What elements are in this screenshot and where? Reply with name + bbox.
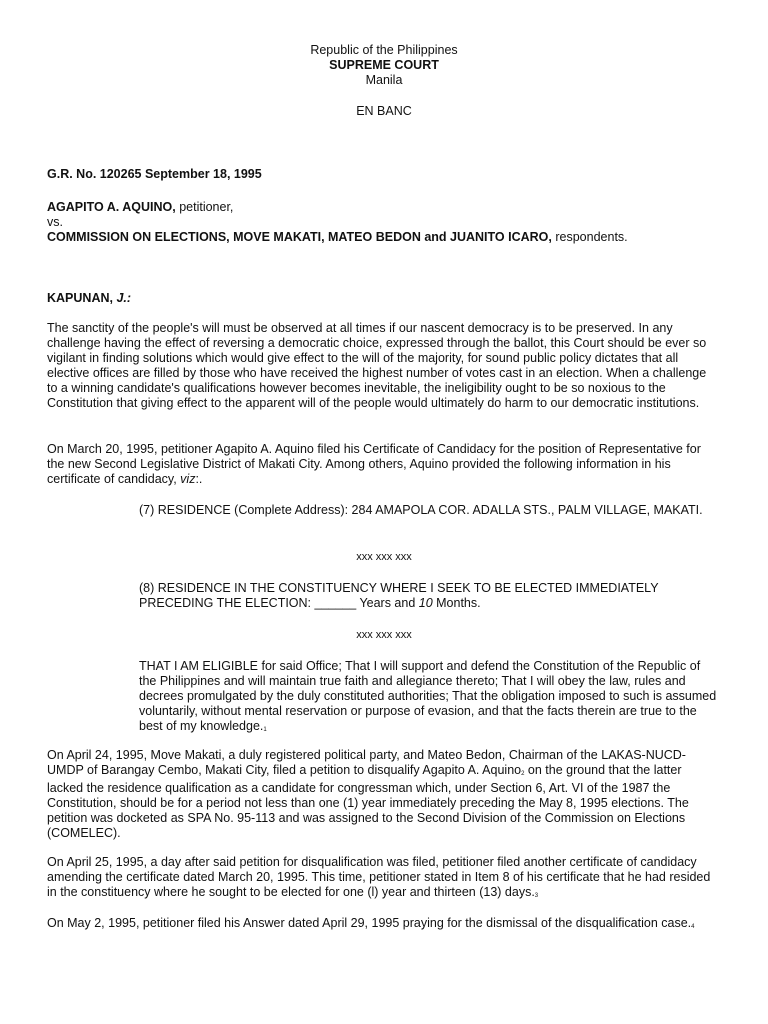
republic-line: Republic of the Philippines — [310, 43, 458, 57]
paragraph-4-text: On April 25, 1995, a day after said petition for disqualification was filed, petitioner filed another certificate of candidacy amending the certificate dated March 20, 1995. This time, petitioner stated in Item 8 of his certificate that he had resided in the constituency where he sought to be elected for one (l) year and thirteen (13) days. — [47, 855, 711, 899]
paragraph-5-text: On May 2, 1995, petitioner filed his Answer dated April 29, 1995 praying for the dismissal of the disqualification case. — [47, 916, 692, 930]
quote-residence-constituency — [139, 581, 719, 611]
separator-1: xxx xxx xxx — [356, 551, 412, 563]
petitioner-name: AGAPITO A. AQUINO, — [47, 200, 176, 214]
paragraph-2-end: :. — [195, 472, 203, 486]
footnote-4[interactable]: 4 — [691, 924, 695, 930]
paragraph-3-text: On April 24, 1995, Move Makati, a duly registered political party, and Mateo Bedon, Chairman of the LAKAS-NUCD-UMDP of Barangay Cembo, Makati City, filed a petition to disqualify Agapito A. Aquino — [47, 748, 686, 777]
ponente-title: J.: — [112, 291, 132, 305]
quote-eligibility — [139, 659, 719, 737]
paragraph-4 — [47, 855, 719, 903]
court-name: SUPREME COURT — [329, 58, 439, 72]
footnote-1[interactable]: 1 — [263, 727, 267, 733]
paragraph-2-text: On March 20, 1995, petitioner Agapito A. Aquino filed his Certificate of Candidacy for the position of Representative for the new Second Legislative District of Makati City. Among others, Aquino provided the following information in his certificate of candidacy, — [47, 442, 701, 486]
paragraph-3 — [47, 748, 719, 841]
separator-2: xxx xxx xxx — [356, 629, 412, 641]
versus: vs. — [47, 215, 63, 229]
quote-2-text: (8) RESIDENCE IN THE CONSTITUENCY WHERE I SEEK TO BE ELECTED IMMEDIATELY PRECEDING THE ELECTION: ______ Years and — [139, 581, 659, 610]
paragraph-3-rest: on the ground that the latter lacked the residence qualification as a candidate for congressman which, under Section 6, Art. VI of the 1987 the Constitution, should be for a period not less than one (1) year immediately preceding the May 8, 1995 elections. The petition was docketed as SPA No. 95-113 and was assigned to the Second Division of the Commission on Elections (COMELEC). — [47, 763, 689, 840]
petitioner-line — [47, 200, 719, 215]
case-number: G.R. No. 120265 September 18, 1995 — [47, 167, 262, 181]
paragraph-1: The sanctity of the people's will must be observed at all times if our nascent democracy is to be preserved. In any challenge having the effect of reversing a democratic choice, expressed through the ballot, this Court should be ever so vigilant in finding solutions which would give effect to the will of the majority, for sound public policy dictates that all elective offices are filled by those who have received the highest number of votes cast in an election. When a challenge to a winning candidate's qualifications however becomes inevitable, the ineligibility ought to be so noxious to the Constitution that giving effect to the apparent will of the people would ultimately do harm to our democratic institutions. — [47, 321, 707, 410]
ponente-name: KAPUNAN, — [47, 291, 113, 305]
petitioner-role: petitioner, — [175, 200, 234, 214]
paragraph-2 — [47, 442, 719, 487]
quote-2-end: Months. — [432, 596, 481, 610]
footnote-2[interactable]: 2 — [521, 771, 525, 777]
respondents-names: COMMISSION ON ELECTIONS, MOVE MAKATI, MATEO BEDON and JUANITO ICARO, — [47, 230, 552, 244]
court-city: Manila — [365, 73, 403, 87]
footnote-3[interactable]: 3 — [534, 893, 539, 899]
ponente — [47, 291, 719, 306]
paragraph-2-viz: viz — [180, 472, 196, 486]
quote-2-number: 10 — [418, 596, 433, 610]
division-label: EN BANC — [356, 104, 412, 118]
quote-residence: (7) RESIDENCE (Complete Address): 284 AMAPOLA COR. ADALLA STS., PALM VILLAGE, MAKATI. — [139, 503, 703, 517]
quote-3-text: THAT I AM ELIGIBLE for said Office; That I will support and defend the Constitution of the Republic of the Philippines and will maintain true faith and allegiance thereto; That I will obey the law, rules and decrees promulgated by the duly constituted authorities; That the obligation imposed to such is assumed voluntarily, without mental reservation or purpose of evasion, and that the facts therein are true to the best of my knowledge. — [139, 659, 717, 733]
respondents-line — [47, 230, 719, 245]
paragraph-5 — [47, 916, 719, 934]
respondents-role: respondents. — [551, 230, 628, 244]
